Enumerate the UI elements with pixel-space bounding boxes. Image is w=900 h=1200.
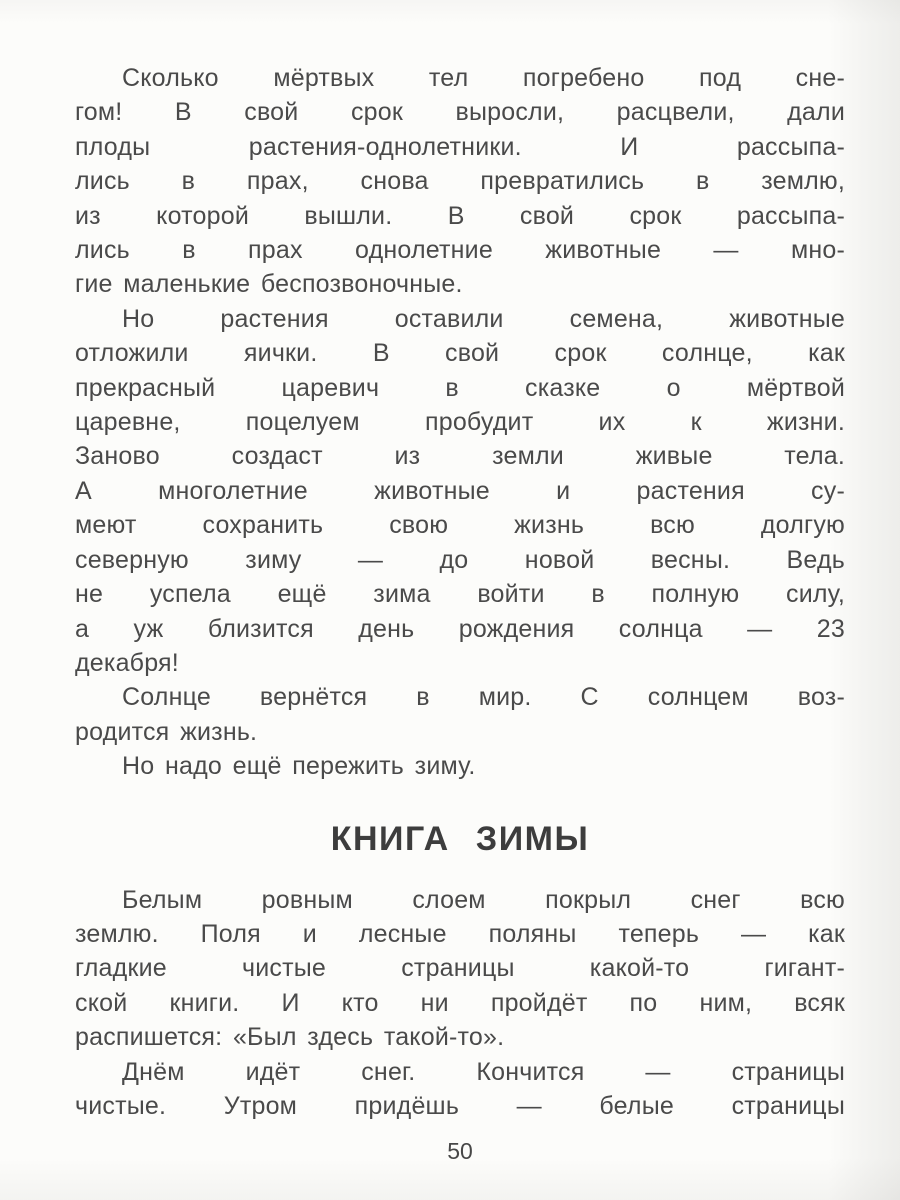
text-line: Белым ровным слоем покрыл снег всю xyxy=(122,885,845,914)
text-line: землю. Поля и лесные поляны теперь — как xyxy=(75,919,845,948)
text-line: гие маленькие беспозвоночные. xyxy=(75,270,463,299)
paragraph-6 xyxy=(75,1055,845,1124)
text-line: плоды растения-однолетники. И рассыпа- xyxy=(75,132,845,161)
text-line: не успела ещё зима войти в полную силу, xyxy=(75,580,845,609)
paragraph-2 xyxy=(75,302,845,680)
paragraph-1 xyxy=(75,61,845,302)
text-line: Но надо ещё пережить зиму. xyxy=(122,752,476,781)
text-line: Сколько мёртвых тел погребено под сне- xyxy=(122,64,845,92)
chapter-heading: КНИГА ЗИМЫ xyxy=(330,819,590,858)
text-line: гом! В свой срок выросли, расцвели, дали xyxy=(75,98,845,127)
text-line: из которой вышли. В свой срок рассыпа- xyxy=(75,201,845,230)
text-column xyxy=(75,61,845,1163)
text-line: лись в прах, снова превратились в землю, xyxy=(75,167,845,196)
paragraph-4 xyxy=(75,749,845,783)
text-line: Солнце вернётся в мир. С солнцем воз- xyxy=(122,683,845,712)
text-line: родится жизнь. xyxy=(75,717,258,746)
text-line: распишется: «Был здесь такой-то». xyxy=(75,1023,505,1052)
text-line: лись в прах однолетние животные — мно- xyxy=(75,236,845,265)
text-line: а уж близится день рождения солнца — 23 xyxy=(75,614,845,643)
text-line: Но растения оставили семена, животные xyxy=(122,304,845,333)
text-line: чистые. Утром придёшь — белые страницы xyxy=(75,1091,845,1120)
text-line: отложили яички. В свой срок солнце, как xyxy=(75,339,845,368)
text-line: ской книги. И кто ни пройдёт по ним, всяк xyxy=(75,988,845,1017)
text-line: Заново создаст из земли живые тела. xyxy=(75,442,845,471)
paragraph-5 xyxy=(75,883,845,1055)
text-line: А многолетние животные и растения су- xyxy=(75,476,845,505)
text-line: царевне, поцелуем пробудит их к жизни. xyxy=(75,408,845,437)
paragraph-3 xyxy=(75,680,845,749)
text-line: меют сохранить свою жизнь всю долгую xyxy=(75,511,845,540)
text-line: Днём идёт снег. Кончится — страницы xyxy=(122,1057,845,1086)
text-line: северную зиму — до новой весны. Ведь xyxy=(75,545,845,574)
text-line: декабря! xyxy=(75,648,179,677)
text-line: прекрасный царевич в сказке о мёртвой xyxy=(75,373,845,402)
page-number: 50 xyxy=(447,1138,473,1165)
text-line: гладкие чистые страницы какой-то гигант- xyxy=(75,954,845,983)
